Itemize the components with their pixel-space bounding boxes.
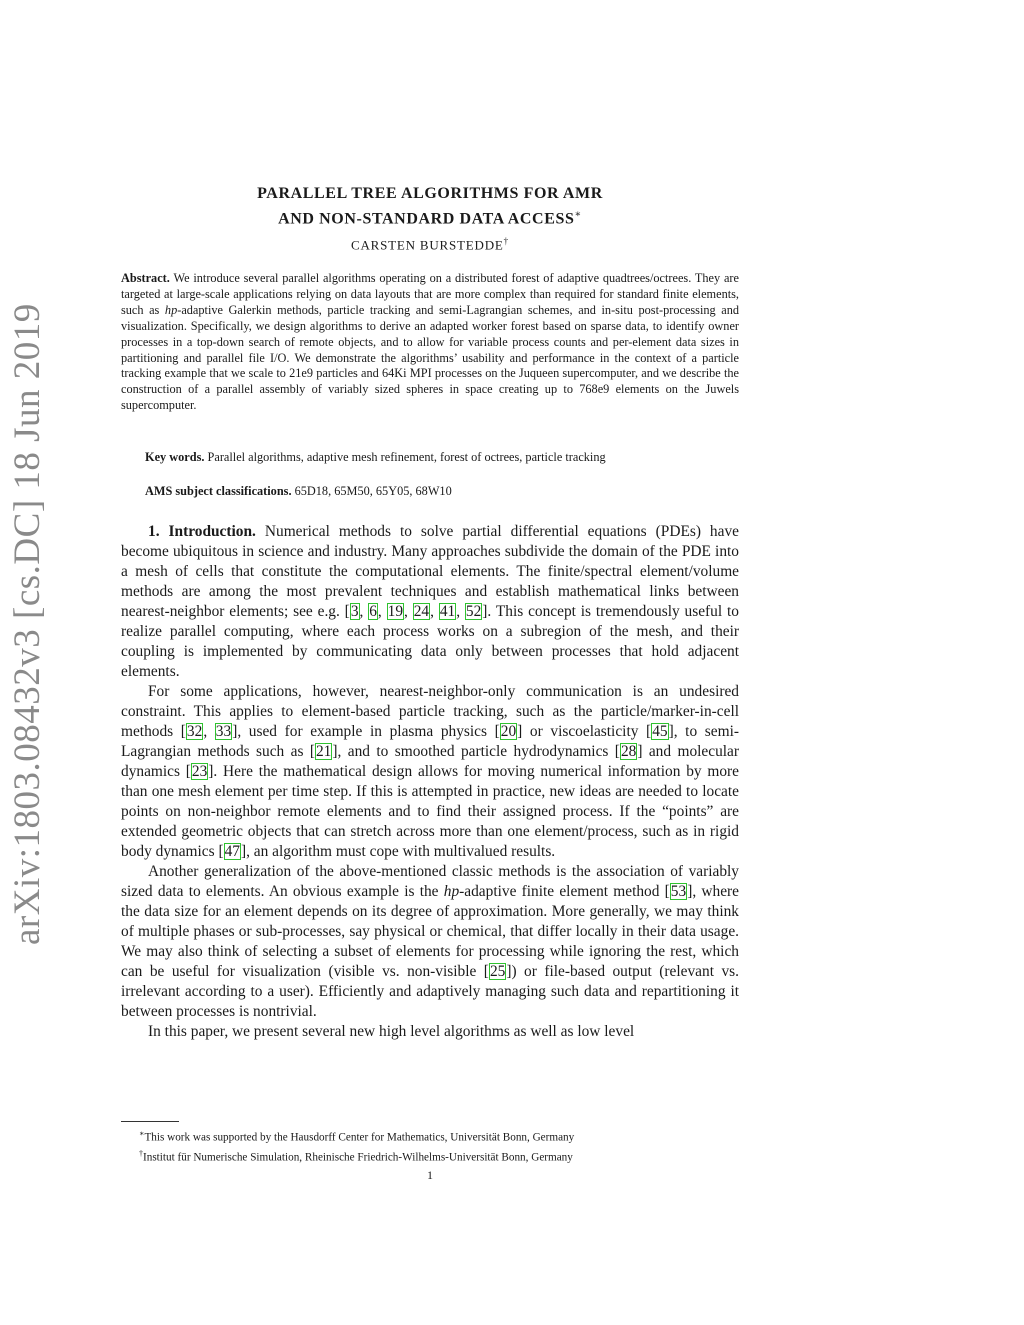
citation-link[interactable]: 24 xyxy=(413,603,430,620)
abstract-label: Abstract. xyxy=(121,271,170,285)
ams-classifications xyxy=(121,484,739,499)
keywords-label: Key words. xyxy=(145,450,205,464)
citation-link[interactable]: 45 xyxy=(652,723,668,740)
abstract: Abstract. We introduce several parallel algorithms operating on a distributed forest of adaptive quadtrees/octrees. They are targeted at large-scale applications relying on data layouts that are more complex than required for standard finite elements, such as hp-adaptive Galerkin methods, particle tracking and semi-Lagrangian schemes, and in-situ post-processing and visualization. Specifically, we design algorithms to derive an adapted worker forest based on sparse data, to identify owner processes in a top-down search of remote objects, and to allow for variable process counts and per-element data sizes in partitioning and parallel file I/O. We demonstrate the algorithms’ usability and performance in the context of a particle tracking example that we scale to 21e9 particles and 64Ki MPI processes on the Juqueen supercomputer, and we describe the construction of a parallel assembly of variably sized spheres in space creating up to 768e9 elements on the Juwels supercomputer. xyxy=(121,271,740,413)
citation-link[interactable]: 33 xyxy=(215,723,232,740)
paper-title xyxy=(120,183,740,229)
intro-paragraph-2: For some applications, however, nearest-neighbor-only communication is an undesired constraint. This applies to element-based particle tracking, such as the particle/marker-in-cell methods [32, 33], used for example in plasma physics [20] or viscoelasticity [45], to semi-Lagrangian methods such as [21], and to smoothed particle hydrodynamics [28] and molecular dynamics [23]. Here the mathematical design allows for moving numerical information by more than one mesh element per time step. If this is attempted in practice, new ideas are needed to locate points on non-neighbor remote elements and to find their assigned process. If the “points” are extended geometric objects that can stretch across more than one element/process, such as in rigid body dynamics [47], an algorithm must cope with multivalued results. xyxy=(121,683,740,860)
citation-link[interactable]: 19 xyxy=(387,603,404,620)
footnote-rule xyxy=(121,1121,179,1122)
ams-text: 65D18, 65M50, 65Y05, 68W10 xyxy=(294,484,452,498)
intro-paragraph-4: In this paper, we present several new high level algorithms as well as low level xyxy=(148,1023,635,1040)
footnote-1: ∗This work was supported by the Hausdorff Center for Mathematics, Universität Bonn, Germany xyxy=(139,1129,575,1144)
citation-link[interactable]: 6 xyxy=(369,603,377,620)
citation-link[interactable]: 41 xyxy=(439,603,456,620)
title-line-1: PARALLEL TREE ALGORITHMS FOR AMR xyxy=(257,185,603,202)
keywords xyxy=(121,450,739,465)
page-number: 1 xyxy=(427,1168,433,1182)
citation-link[interactable]: 23 xyxy=(191,763,208,780)
citation-link[interactable]: 53 xyxy=(670,883,687,900)
author-footnote-mark: † xyxy=(503,236,509,246)
citation-link[interactable]: 28 xyxy=(620,743,637,760)
ams-label: AMS subject classifications. xyxy=(145,484,292,498)
citation-link[interactable]: 32 xyxy=(186,723,203,740)
citation-link[interactable]: 52 xyxy=(465,603,482,620)
introduction-section xyxy=(121,522,739,1042)
footnote-2: †Institut für Numerische Simulation, Rheinische Friedrich-Wilhelms-Universität Bonn, Germany xyxy=(139,1148,573,1164)
intro-paragraph-3: Another generalization of the above-mentioned classic methods is the association of variably sized data to elements. An obvious example is the hp-adaptive finite element method [53], where the data size for an element depends on its degree of approximation. More generally, we may think of multiple phases or sub-processes, say physical or chemical, that differ locally in their data usage. We may also think of selecting a subset of elements for processing while ignoring the rest, which can be useful for visualization (visible vs. non-visible [25]) or file-based output (relevant vs. irrelevant according to a user). Efficiently and adaptively managing such data and repartitioning it between processes is nontrivial. xyxy=(121,863,739,1020)
section-heading: 1. Introduction. xyxy=(148,523,256,540)
title-footnote-mark: ∗ xyxy=(574,209,582,220)
citation-link[interactable]: 47 xyxy=(224,843,240,860)
footnotes xyxy=(121,1126,739,1165)
author-name: CARSTEN BURSTEDDE xyxy=(351,237,504,253)
title-line-2: AND NON-STANDARD DATA ACCESS∗ xyxy=(278,209,582,228)
citation-link[interactable]: 21 xyxy=(315,743,332,760)
citation-link[interactable]: 20 xyxy=(500,723,517,740)
citation-link[interactable]: 3 xyxy=(350,603,359,620)
keywords-text: Parallel algorithms, adaptive mesh refinement, forest of octrees, particle tracking xyxy=(207,450,606,464)
citation-link[interactable]: 25 xyxy=(489,963,506,980)
intro-paragraph-1: 1. Introduction. Numerical methods to solve partial differential equations (PDEs) have become ubiquitous in science and industry. Many approaches subdivide the domain of the PDE into a mesh of cells that constitute the computational elements. The finite/spectral element/volume methods are among the most prevalent techniques and establish mathematical links between nearest-neighbor elements; see e.g. [3, 6, 19, 24, 41, 52]. This concept is tremendously useful to realize parallel computing, where each process works on a subregion of the mesh, and their coupling is implemented by communicating data only between processes that hold adjacent elements. xyxy=(121,523,739,680)
author xyxy=(120,236,740,253)
arxiv-identifier: arXiv:1803.08432v3 [cs.DC] 18 Jun 2019 xyxy=(7,303,48,945)
